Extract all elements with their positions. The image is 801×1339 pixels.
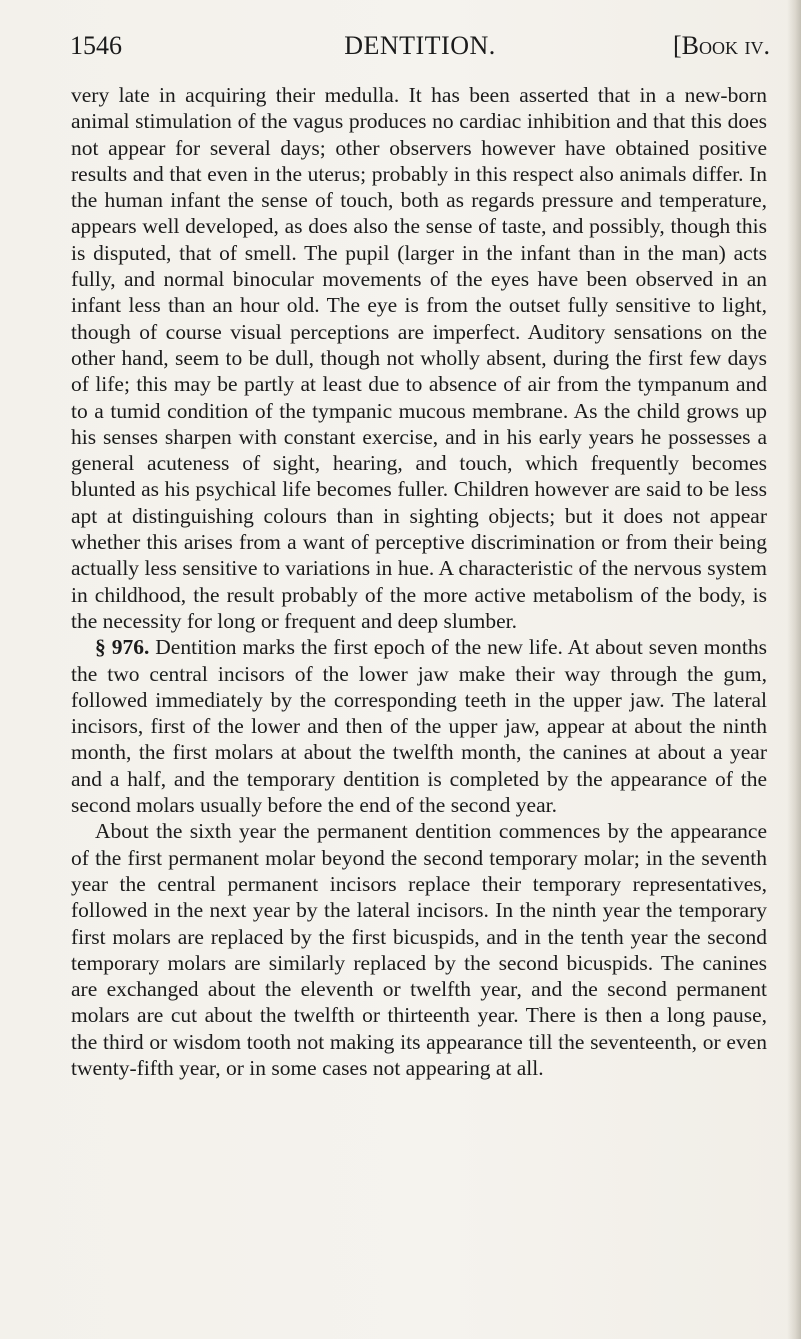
book-reference: [Book iv. xyxy=(673,31,770,60)
running-title: DENTITION. xyxy=(344,31,496,60)
section-976-text: Dentition marks the first epoch of the new life. At about seven months the two central incisors of the lower jaw make their way through the gum, followed immediately by the corresponding teeth in the upper jaw. The lateral incisors, first of the lower and then of the upper jaw, appear at about the ninth month, the first molars at about the twelfth month, the canines at about a year and a half, and the temporary dentition is completed by the appearance of the second molars usually before the end of the second year. xyxy=(71,635,768,818)
running-header xyxy=(70,26,770,66)
paragraph-permanent-dentition: About the sixth year the permanent dentition commences by the appearance of the first permanent molar beyond the second temporary molar; in the seventh year the central permanent incisors replace their temporary representatives, followed in the next year by the lateral incisors. In the ninth year the temporary first molars are replaced by the first bicuspids, and in the tenth year the second temporary molars are similarly replaced by the second bicuspids. The canines are exchanged about the eleventh or twelfth year, and the second permanent molars are cut about the twelfth or thirteenth year. There is then a long pause, the third or wisdom tooth not making its appearance till the seventeenth, or even twenty-fifth year, or in some cases not appearing at all. xyxy=(71,819,767,1080)
page-edge-shadow xyxy=(787,0,801,1339)
body-text xyxy=(71,82,767,1081)
page-number: 1546 xyxy=(70,31,122,60)
section-number: § 976. xyxy=(95,635,150,660)
paragraph-continued: very late in acquiring their medulla. It has been asserted that in a new-born animal stimulation of the vagus produces no cardiac inhibition and that this does not appear for several days; other observers however have obtained positive results and that even in the uterus; probably in this respect also animals differ. In the human infant the sense of touch, both as regards pressure and temperature, appears well developed, as does also the sense of taste, and possibly, though this is disputed, that of smell. The pupil (larger in the infant than in the man) acts fully, and normal binocular movements of the eyes have been observed in an infant less than an hour old. The eye is from the outset fully sensitive to light, though of course visual perceptions are imperfect. Auditory sensations on the other hand, seem to be dull, though not wholly absent, during the first few days of life; this may be partly at least due to absence of air from the tympanum and to a tumid condition of the tympanic mucous membrane. As the child grows up his senses sharpen with constant exercise, and in his early years he possesses a general acuteness of sight, hearing, and touch, which frequently becomes blunted as his psychical life becomes fuller. Children however are said to be less apt at distinguishing colours than in sighting objects; but it does not appear whether this arises from a want of perceptive discrimination or from their being actually less sensitive to variations in hue. A characteristic of the nervous system in childhood, the result probably of the more active metabolism of the body, is the necessity for long or frequent and deep slumber. xyxy=(71,83,767,633)
paragraph-section-976 xyxy=(71,634,767,818)
